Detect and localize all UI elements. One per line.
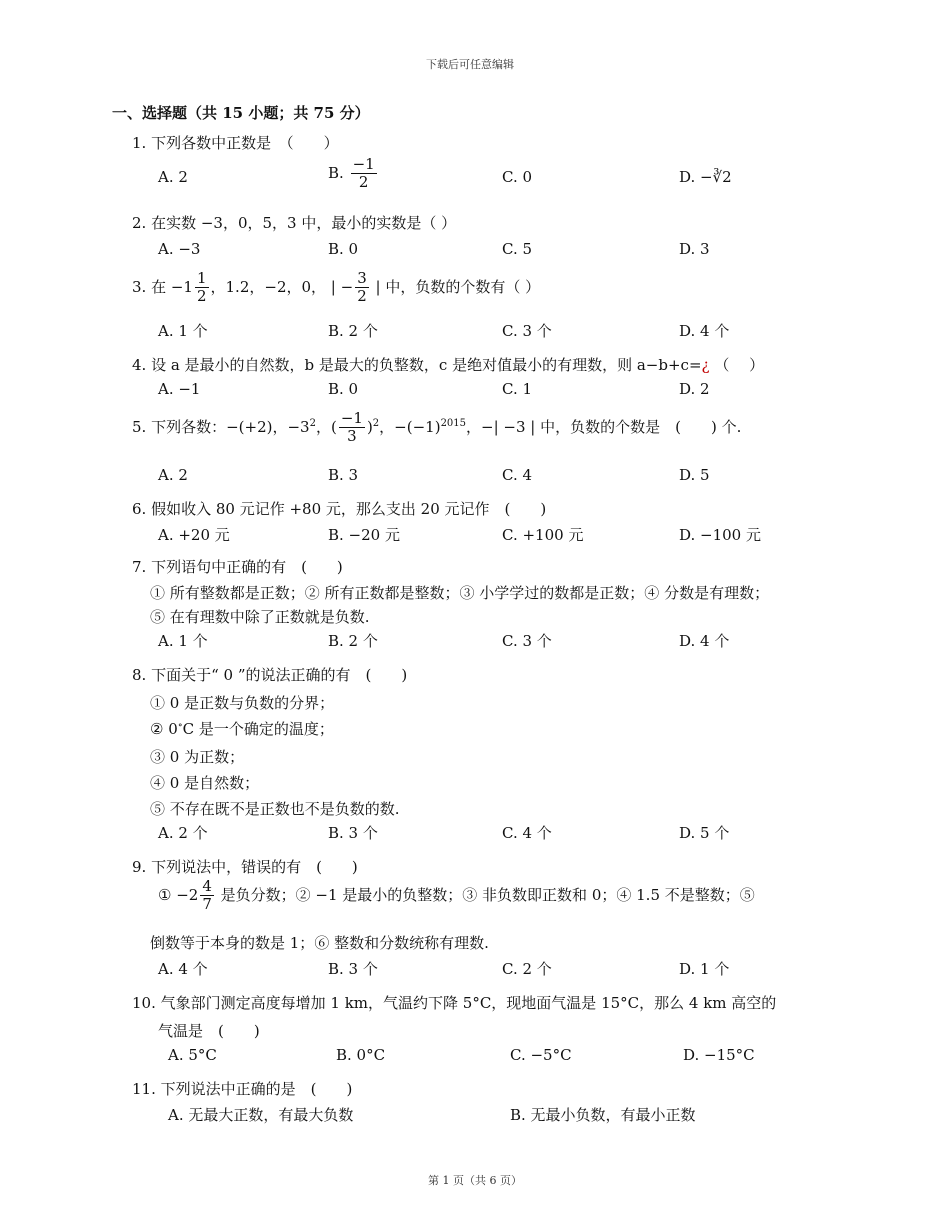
q7-option-c: C. 3 个 <box>502 632 552 650</box>
denominator: 3 <box>347 427 357 446</box>
q5-option-b: B. 3 <box>328 466 359 484</box>
q8-option-a: A. 2 个 <box>158 824 208 842</box>
q7-option-a: A. 1 个 <box>158 632 208 650</box>
stem-part: 是负分数；② −1 是最小的负整数；③ 非负数即正数和 0；④ 1.5 不是整数；⑤ <box>215 885 755 904</box>
denominator: 2 <box>196 287 207 306</box>
q6-option-a: A. +20 元 <box>158 526 230 544</box>
q10-option-a: A. 5°C <box>168 1046 217 1064</box>
q5-option-d: D. 5 <box>679 466 710 484</box>
q8-statement-3: ③ 0 为正数； <box>150 748 245 766</box>
q3-option-b: B. 2 个 <box>328 322 378 340</box>
question-11-stem: 11. 下列说法中正确的是 ( ) <box>132 1080 353 1098</box>
stem-part: ，1.2，−2，0， | − <box>210 277 354 296</box>
exponent: 2 <box>372 417 380 429</box>
q3-option-c: C. 3 个 <box>502 322 552 340</box>
option-label: B. <box>328 163 344 182</box>
q8-statement-4: ④ 0 是自然数； <box>150 774 260 792</box>
fraction <box>195 270 209 306</box>
exponent: 2015 <box>440 417 467 429</box>
q10-option-b: B. 0°C <box>336 1046 386 1064</box>
numerator: −1 <box>352 155 375 173</box>
stem-part: ，−(−1) <box>379 417 441 436</box>
q1-option-b <box>328 156 379 192</box>
numerator: −1 <box>340 409 363 427</box>
q2-option-a: A. −3 <box>158 240 201 258</box>
page-header: 下载后可任意编辑 <box>426 58 514 71</box>
q3-option-a: A. 1 个 <box>158 322 208 340</box>
page-footer: 第 1 页（共 6 页） <box>428 1174 522 1187</box>
q8-option-b: B. 3 个 <box>328 824 378 842</box>
question-10-stem-line1: 10. 气象部门测定高度每增加 1 km，气温约下降 5°C，现地面气温是 15°C，那么 4 km 高空的 <box>132 994 777 1012</box>
section-title: 一、选择题（共 15 小题；共 75 分） <box>112 104 370 122</box>
q6-option-c: C. +100 元 <box>502 526 584 544</box>
q1-option-d <box>679 168 732 186</box>
q4-option-d: D. 2 <box>679 380 710 398</box>
q7-statements-line2: ⑤ 在有理数中除了正数就是负数. <box>150 608 370 626</box>
fraction <box>339 410 365 446</box>
option-label: D. − <box>679 168 713 186</box>
stem-part: ) <box>366 417 373 436</box>
stem-part: C 是一个确定的温度； <box>182 720 334 738</box>
q7-option-b: B. 2 个 <box>328 632 378 650</box>
question-5-stem <box>132 410 741 446</box>
stem-part: 5. 下列各数：−(+2)，−3 <box>132 417 310 436</box>
question-7-stem: 7. 下列语句中正确的有 ( ) <box>132 558 343 576</box>
numerator: 1 <box>196 269 207 287</box>
denominator: 7 <box>202 895 212 914</box>
question-4-stem <box>132 354 764 375</box>
q10-option-d: D. −15°C <box>683 1046 755 1064</box>
q11-option-b: B. 无最小负数，有最小正数 <box>510 1106 696 1124</box>
radical-icon: ∛ <box>712 168 723 186</box>
q8-option-d: D. 5 个 <box>679 824 730 842</box>
q1-option-c: C. 0 <box>502 168 533 186</box>
q2-option-c: C. 5 <box>502 240 533 258</box>
q4-option-b: B. 0 <box>328 380 359 398</box>
fraction <box>351 156 377 192</box>
unknown-symbol: ¿ <box>701 356 710 374</box>
q5-option-c: C. 4 <box>502 466 533 484</box>
stem-part: 3. 在 −1 <box>132 277 193 296</box>
question-3-stem <box>132 270 540 306</box>
q8-option-c: C. 4 个 <box>502 824 552 842</box>
q10-option-c: C. −5°C <box>510 1046 572 1064</box>
exponent: 2 <box>309 417 316 429</box>
q6-option-b: B. −20 元 <box>328 526 400 544</box>
q4-option-a: A. −1 <box>158 380 201 398</box>
stem-part: 4. 设 a 是最小的自然数，b 是最大的负整数，c 是绝对值最小的有理数，则 a−b+c= <box>132 356 702 374</box>
stem-part: ① −2 <box>158 885 199 904</box>
question-9-stem: 9. 下列说法中，错误的有 ( ) <box>132 858 358 876</box>
question-1-stem: 1. 下列各数中正数是 （ ） <box>132 134 339 152</box>
q4-option-c: C. 1 <box>502 380 533 398</box>
fraction <box>355 270 369 306</box>
denominator: 2 <box>358 173 369 192</box>
q8-statement-2 <box>150 718 334 739</box>
q1-option-a: A. 2 <box>158 168 188 186</box>
stem-part: （ ） <box>709 356 765 374</box>
numerator: 4 <box>202 877 212 895</box>
q2-option-b: B. 0 <box>328 240 359 258</box>
q9-option-a: A. 4 个 <box>158 960 208 978</box>
q9-statements-line2: 倒数等于本身的数是 1；⑥ 整数和分数统称有理数. <box>150 934 489 952</box>
stem-part: | 中，负数的个数有（ ） <box>370 277 541 296</box>
denominator: 2 <box>357 287 367 306</box>
q11-option-a: A. 无最大正数，有最大负数 <box>168 1106 354 1124</box>
degree-symbol: ∘ <box>177 720 183 731</box>
q7-option-d: D. 4 个 <box>679 632 730 650</box>
question-2-stem: 2. 在实数 −3，0，5，3 中，最小的实数是（ ） <box>132 214 457 232</box>
numerator: 3 <box>357 269 367 287</box>
stem-part: ，( <box>315 417 337 436</box>
q8-statement-1: ① 0 是正数与负数的分界； <box>150 694 335 712</box>
q2-option-d: D. 3 <box>679 240 710 258</box>
radicand: 2 <box>722 168 732 186</box>
q7-statements-line1: ① 所有整数都是正数；② 所有正数都是整数；③ 小学学过的数都是正数；④ 分数是有理数； <box>150 584 770 602</box>
q6-option-d: D. −100 元 <box>679 526 761 544</box>
q8-statement-5: ⑤ 不存在既不是正数也不是负数的数. <box>150 800 400 818</box>
stem-part: ② 0 <box>150 720 178 738</box>
question-10-stem-line2: 气温是 ( ) <box>158 1022 260 1040</box>
q9-statements-line1 <box>158 878 755 914</box>
q9-option-b: B. 3 个 <box>328 960 378 978</box>
fraction <box>200 878 214 914</box>
q5-option-a: A. 2 <box>158 466 188 484</box>
stem-part: ，−| −3 | 中，负数的个数是 ( ) 个. <box>466 417 742 436</box>
question-8-stem: 8. 下面关于“ 0 ”的说法正确的有 ( ) <box>132 666 408 684</box>
question-6-stem: 6. 假如收入 80 元记作 +80 元，那么支出 20 元记作 ( ) <box>132 500 547 518</box>
q9-option-c: C. 2 个 <box>502 960 552 978</box>
q9-option-d: D. 1 个 <box>679 960 730 978</box>
q3-option-d: D. 4 个 <box>679 322 730 340</box>
